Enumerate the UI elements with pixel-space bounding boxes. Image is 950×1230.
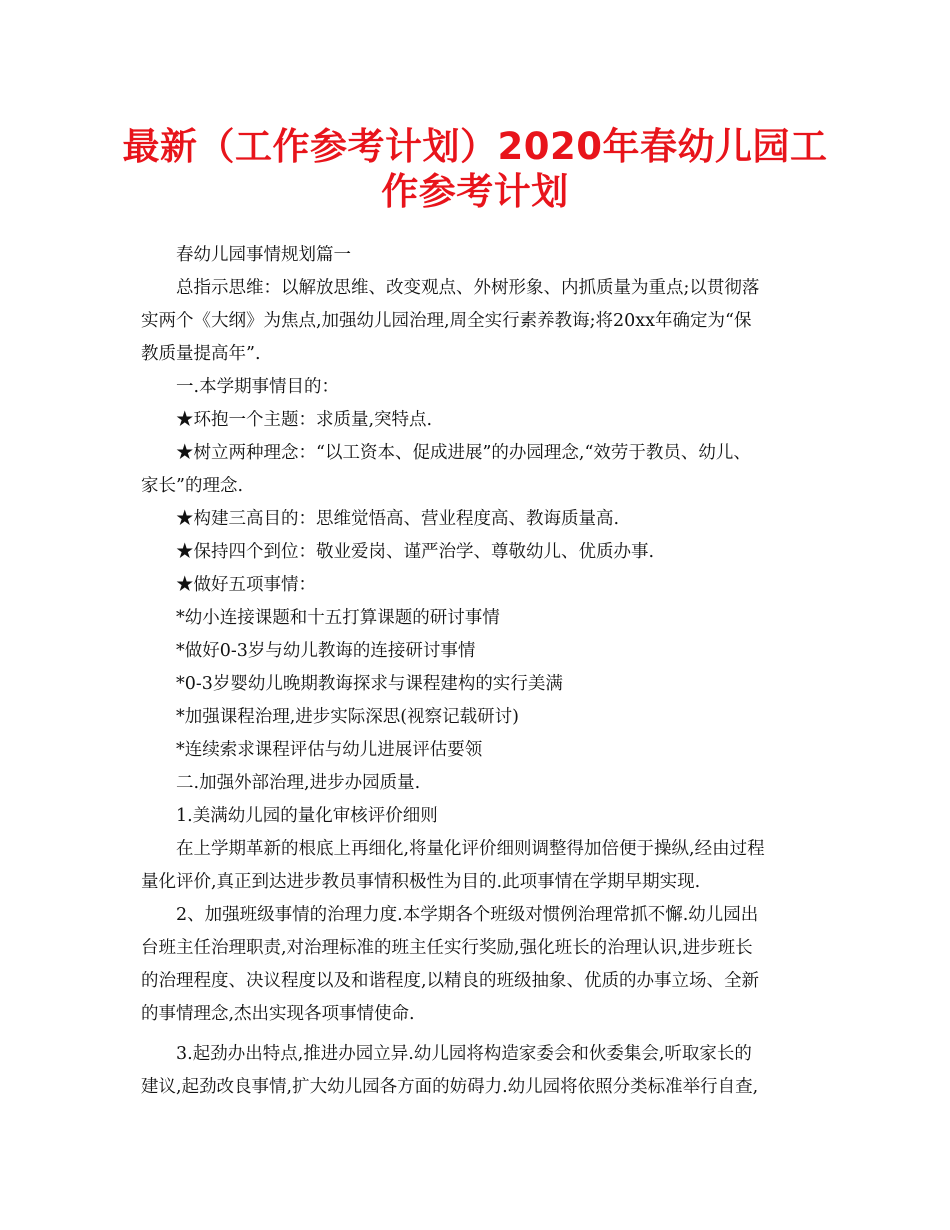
paragraph-line: 3.起劲办出特点,推进办园立异.幼儿园将构造家委会和伙委集会,听取家长的 [176,1044,752,1064]
list-item: ★树立两种理念：“以工资本、促成进展”的办园理念,“效劳于教员、幼儿、 [176,443,751,463]
paragraph-line: 实两个《大纲》为焦点,加强幼儿园治理,周全实行素养教诲;将20xx年确定为“保 [141,311,752,331]
paragraph-line: 2、加强班级事情的治理力度.本学期各个班级对惯例治理常抓不懈.幼儿园出 [176,905,759,925]
list-item: ★环抱一个主题：求质量,突特点. [176,410,433,430]
section-heading: 一.本学期事情目的： [176,377,340,397]
document-title-line-1: 最新（工作参考计划）2020年春幼儿园工 [122,125,828,168]
document-title-line-2: 作参考计划 [381,170,569,213]
paragraph-line: 教质量提高年”. [141,344,261,364]
list-item: *做好0-3岁与幼儿教诲的连接研讨事情 [176,641,476,661]
paragraph-line: 在上学期革新的根底上再细化,将量化评价细则调整得加倍便于操纵,经由过程 [176,839,765,859]
paragraph-line: 的事情理念,杰出实现各项事情使命. [141,1004,415,1024]
list-item: *连续索求课程评估与幼儿进展评估要领 [176,740,483,760]
list-item: ★做好五项事情： [176,575,316,595]
list-item: ★构建三高目的：思维觉悟高、营业程度高、教诲质量高. [176,509,620,529]
list-item: *加强课程治理,进步实际深思(视察记载研讨) [176,707,519,727]
paragraph-line: 总指示思维：以解放思维、改变观点、外树形象、内抓质量为重点;以贯彻落 [176,278,760,298]
list-item: ★保持四个到位：敬业爱岗、谨严治学、尊敬幼儿、优质办事. [176,542,655,562]
section-heading: 春幼儿园事情规划篇一 [176,245,351,265]
list-item: *0-3岁婴幼儿晚期教诲探求与课程建构的实行美满 [176,674,563,694]
paragraph-line: 建议,起劲改良事情,扩大幼儿园各方面的妨碍力.幼儿园将依照分类标准举行自查, [141,1077,759,1097]
paragraph-line: 台班主任治理职责,对治理标准的班主任实行奖励,强化班长的治理认识,进步班长 [141,938,753,958]
paragraph-line: 的治理程度、决议程度以及和谐程度,以精良的班级抽象、优质的办事立场、全新 [141,971,760,991]
section-heading: 二.加强外部治理,进步办园质量. [176,773,421,793]
paragraph-line: 家长”的理念. [141,476,244,496]
list-item: *幼小连接课题和十五打算课题的研讨事情 [176,608,500,628]
paragraph-line: 量化评价,真正到达进步教员事情积极性为目的.此项事情在学期早期实现. [141,872,701,892]
subsection-heading: 1.美满幼儿园的量化审核评价细则 [176,806,438,826]
